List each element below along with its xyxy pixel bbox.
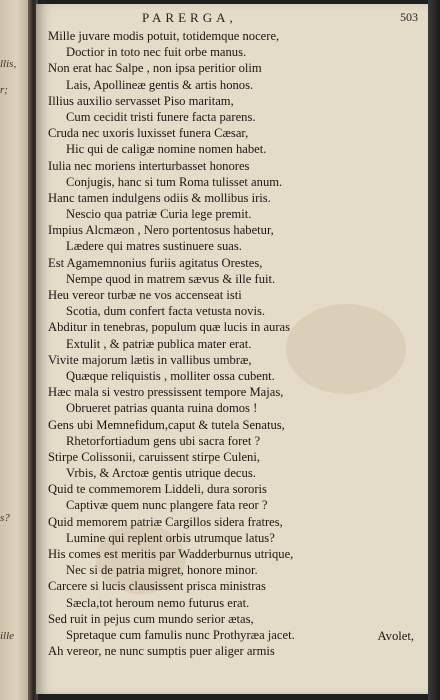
page-header [36, 6, 428, 28]
verse-line: Iulia nec moriens interturbasset honores [48, 158, 250, 173]
verse-line: Conjugis, hanc si tum Roma tulisset anum. [66, 174, 283, 189]
verse-line: Mille juvare modis potuit, totidemque nocere, [48, 29, 280, 43]
verse-line: Cum cecidit tristi funere facta parens. [66, 109, 256, 124]
verse-line: Gens ubi Memnefidum,caput & tutela Senatus, [48, 417, 285, 432]
verse-line: Illius auxilio servasset Piso maritam, [48, 93, 234, 108]
verse-line: Extulit , & patriæ publica mater erat. [66, 336, 252, 351]
verse-line: Lumine qui replent orbis utrumque latus? [66, 530, 275, 545]
verse-line: Spretaque cum famulis nunc Prothyræa jacet. [66, 627, 295, 642]
book-page [36, 4, 428, 694]
verse-line: Sæcla,tot heroum nemo futurus erat. [66, 595, 250, 610]
verse-line: Quæque reliquistis , molliter ossa cubent. [66, 368, 275, 383]
verse-line: Lais, Apollineæ gentis & artis honos. [66, 77, 254, 92]
verse-line: His comes est meritis par Wadderburnus utrique, [48, 547, 294, 561]
previous-page-fragment: llis, [0, 58, 17, 70]
previous-page-edge [0, 0, 30, 700]
verse-line: Hanc tamen indulgens odiis & mollibus iris. [48, 190, 271, 205]
verse-line: Impius Alcmæon , Nero portentosus habetur, [48, 223, 274, 238]
verse-line: Nec si de patria migret, honore minor. [66, 563, 258, 578]
page-number: 503 [400, 10, 418, 24]
verse-line: Scotia, dum confert facta vetusta novis. [66, 304, 265, 319]
verse-line: Nempe quod in matrem sævus & ille fuit. [66, 271, 276, 286]
previous-page-fragment: r; [0, 84, 8, 96]
verse-line: Doctior in toto nec fuit orbe manus. [66, 45, 247, 60]
verse-line: Non erat hac Salpe , non ipsa peritior olim [48, 61, 262, 76]
previous-page-fragment: ille [0, 630, 15, 642]
verse-line: Carcere si lucis clausissent prisca ministras [48, 579, 266, 594]
previous-page-fragment: s? [0, 512, 10, 524]
verse-line: Est Agamemnonius furiis agitatus Orestes, [48, 255, 263, 270]
page-edge-shadow [428, 0, 440, 700]
running-head: PARERGA, [142, 10, 237, 25]
verse-line: Sed ruit in pejus cum mundo serior ætas, [48, 611, 254, 626]
verse-line: Stirpe Colissonii, caruissent stirpe Culeni, [48, 449, 260, 464]
verse-line: Abditur in tenebras, populum quæ lucis in auras [48, 320, 291, 335]
verse-line: Ah vereor, ne nunc sumptis puer aliger armis [48, 644, 275, 659]
verse-line: Quid te commemorem Liddeli, dura sororis [48, 482, 267, 497]
verse-line: Captivæ quem nunc plangere fata reor ? [66, 498, 268, 513]
verse-line: Heu vereor turbæ ne vos accenseat isti [48, 288, 242, 302]
verse-line: Quid memorem patriæ Cargillos sidera fratres, [48, 514, 283, 529]
verse-line: Lædere qui matres sustinuere suas. [66, 239, 242, 254]
verse-line: Hæc mala si vestro pressissent tempore Majas, [48, 385, 284, 400]
catchword: Avolet, [377, 629, 414, 643]
verse-line: Nescio qua patriæ Curia lege premit. [66, 207, 252, 222]
verse-line: Hic qui de caligæ nomine nomen habet. [66, 142, 267, 157]
verse-line: Vrbis, & Arctoæ gentis utrique decus. [66, 466, 256, 481]
verse-block [48, 28, 420, 659]
verse-line: Rhetorfortiadum gens ubi sacra foret ? [66, 433, 261, 448]
verse-line: Vivite majorum lætis in vallibus umbræ, [48, 352, 252, 367]
verse-line: Cruda nec uxoris luxisset funera Cæsar, [48, 126, 249, 141]
verse-line: Obrueret patrias quanta ruina domos ! [66, 401, 258, 416]
